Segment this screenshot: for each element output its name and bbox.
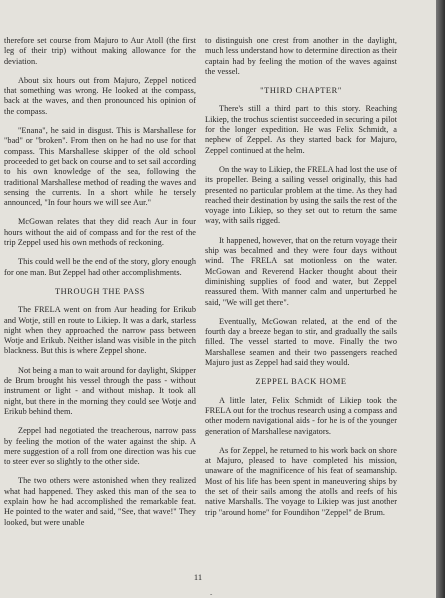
paragraph: The FRELA went on from Aur heading for Erikub and Wotje, still en route to Likiep. It was a dark, starless night when they approached the narrow pass between Wotje and Erikub. Neither island was visible in the pitch blackness. But this is where Zeppel shone.	[4, 305, 196, 356]
paragraph: This could well be the end of the story, glory enough for one man. But Zeppel had other accomplishments.	[4, 257, 196, 277]
page-number: 11	[193, 572, 203, 582]
paragraph: therefore set course from Majuro to Aur Atoll (the first leg of their trip) without making allowance for the deviation.	[4, 36, 196, 66]
section-heading: "THIRD CHAPTER"	[260, 86, 342, 96]
section-heading: ZEPPEL BACK HOME	[255, 377, 347, 387]
scan-edge	[436, 0, 445, 598]
paragraph: Eventually, McGowan related, at the end of the fourth day a breeze began to stir, and gradually the sails filled. The vessel started to move. Finally the two Marshallese seamen and their two passengers reached Majuro just as Zeppel had said they would.	[205, 316, 397, 368]
paragraph: The two others were astonished when they realized what had happened. They asked this man of the sea to explain how he had accomplished the remarkable feat. He pointed to the water and said, "See, that wave!" They looked, but were unable	[4, 476, 196, 527]
paragraph: About six hours out from Majuro, Zeppel noticed that something was wrong. He looked at the compass, back at the waves, and then pronounced his opinion of the compass.	[4, 75, 196, 116]
right-column	[205, 36, 397, 527]
section-heading: THROUGH THE PASS	[54, 286, 146, 296]
paragraph: Not being a man to wait around for daylight, Skipper de Brum brought his vessel through the pass - without instrument or light - and without mishap. It took all night, but there in the morning they could see Wotje and Erikub behind them.	[4, 365, 196, 416]
paragraph: to distinguish one crest from another in the daylight, much less understand how to determine direction as their captain had by feeling the motion of the waves against the vessel.	[205, 36, 397, 76]
paragraph: Zeppel had negotiated the treacherous, narrow pass by feeling the motion of the water against the ship. A mere suggestion of a roll from one direction was his cue to steer ever so slightly to the other side.	[4, 426, 196, 467]
left-column	[4, 36, 196, 537]
paragraph: There's still a third part to this story. Reaching Likiep, the trochus scientist succeeded in securing a pilot for the longer expedition. He was Felix Schmidt, a nephew of Zeppel. As they started back for Majuro, Zeppel continued at the helm.	[205, 104, 397, 155]
paragraph: McGowan relates that they did reach Aur in four hours without the aid of compass and for the rest of the trip Zeppel used his own methods of reckoning.	[4, 217, 196, 248]
footer-mark: -	[210, 590, 213, 598]
paragraph: As for Zeppel, he returned to his work back on shore at Majuro, pleased to have completed his mission, unaware of the magnificence of his feat of seamanship. Most of his life has been spent in maneuvering ships by the set of their sails among the atolls and reefs of his native Marshalls. The voyage to Likiep was just another trip "around home" for Foundihon "Zeppel" de Brum.	[205, 445, 397, 517]
paragraph: It happened, however, that on the return voyage their ship was becalmed and they were four days without wind. The FRELA sat motionless on the water. McGowan and Reverend Hacker thought about their diminishing supplies of food and water, but Zeppel reassured them. With manner calm and unperturbed he said, "We will get there".	[205, 235, 397, 307]
paragraph: "Enana", he said in disgust. This is Marshallese for "bad" or "broken". From then on he had no use for that compass. This Marshallese skipper of the old school proceeded to get back on course and to set sail according to his own knowledge of the sea, following the traditional Marshallese method of reading the waves and sensing the currents. In a short while he tersely announced, "In four hours we will see Aur."	[4, 126, 196, 208]
paragraph: A little later, Felix Schmidt of Likiep took the FRELA out for the trochus research using a compass and other modern navigational aids - for he is of the younger generation of Marshallese navigators.	[205, 395, 397, 436]
paragraph: On the way to Likiep, the FRELA had lost the use of its propeller. Being a sailing vessel originally, this had presented no particular problem at the time. As they had reached their destination by using the sails the rest of the voyage into Likiep, so they set out to return the same way, with sails rigged.	[205, 164, 397, 226]
